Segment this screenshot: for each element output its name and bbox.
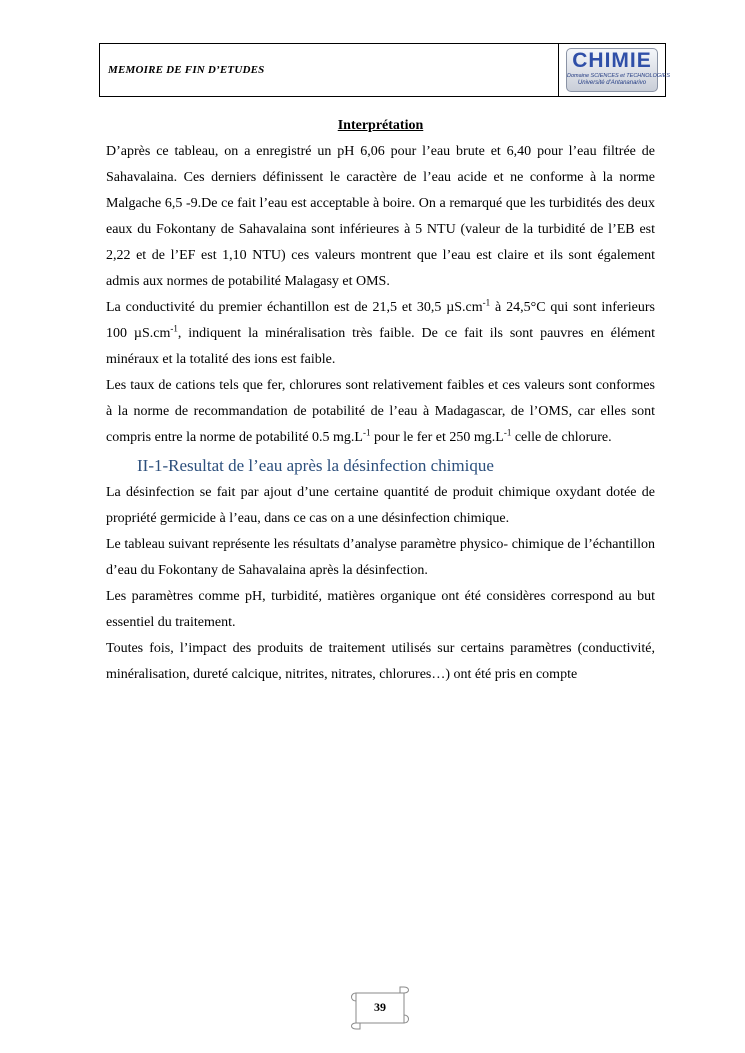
paragraph: La conductivité du premier échantillon est de 21,5 et 30,5 $\mu S.cm^{-1}$ à 24,5°C qui sont inferieurs 100 $\mu S.cm^{-1}$, indiquent la minéralisation très faible. De ce fait ils sont pauvres en élément minéraux et la totalité des ions est faible. (106, 297, 655, 367)
header-logo-cell (559, 44, 671, 96)
paragraph: Le tableau suivant représente les résultats d’analyse paramètre physico- chimique de l’échantillon d’eau du Fokontany de Sahavalaina après la désinfection. (106, 537, 655, 578)
page-number-scroll (348, 985, 412, 1029)
chimie-logo (566, 48, 671, 92)
page-body (106, 113, 655, 688)
section-heading: Interprétation (337, 118, 424, 133)
subsection-title: II-1-Resultat de l’eau après la désinfection chimique (137, 456, 494, 475)
paragraph: Les taux de cations tels que fer, chlorures sont relativement faibles et ces valeurs sont conformes à la norme de recommandation de potabilité de l’eau à Madagascar, de l’OMS, car elles sont compris entre la norme de potabilité 0.5 $mg.L^{-1}$ pour le fer et 250 $mg.L^{-1}$ celle de chlorure. (106, 378, 655, 445)
logo-domain-text: Domaine SCIENCES et TECHNOLOGIES (567, 73, 671, 79)
page-number: 39 (374, 1000, 386, 1014)
logo-word: CHIMIE (572, 49, 652, 72)
paragraph: La désinfection se fait par ajout d’une certaine quantité de produit chimique oxydant dotée de propriété germicide à l’eau, dans ce cas on a une désinfection chimique. (106, 485, 655, 526)
logo-university-text: Université d'Antananarivo (577, 80, 647, 86)
paragraph: Les paramètres comme pH, turbidité, matières organique ont été considères correspond au but essentiel du traitement. (106, 589, 655, 630)
paragraph: Toutes fois, l’impact des produits de traitement utilisés sur certains paramètres (conductivité, minéralisation, dureté calcique, nitrites, nitrates, chlorures…) ont été pris en compte (106, 641, 655, 682)
paragraph: D’après ce tableau, on a enregistré un pH 6,06 pour l’eau brute et 6,40 pour l’eau filtrée de Sahavalaina. Ces derniers définissent le caractère de l’eau acide et ne conforme à la norme Malgache 6,5 -9.De ce fait l’eau est acceptable à boire. On a remarqué que les turbidités des deux eaux du Fokontany de Sahavalaina sont inférieures à 5 NTU (valeur de la turbidité de l’EB est 2,22 et de l’EF est 1,10 NTU) ces valeurs montrent que l’eau est claire et ils sont également admis aux normes de potabilité Malagasy et OMS. (106, 144, 655, 289)
header-title: MEMOIRE DE FIN D’ETUDES (100, 44, 559, 96)
page-header (99, 43, 671, 97)
